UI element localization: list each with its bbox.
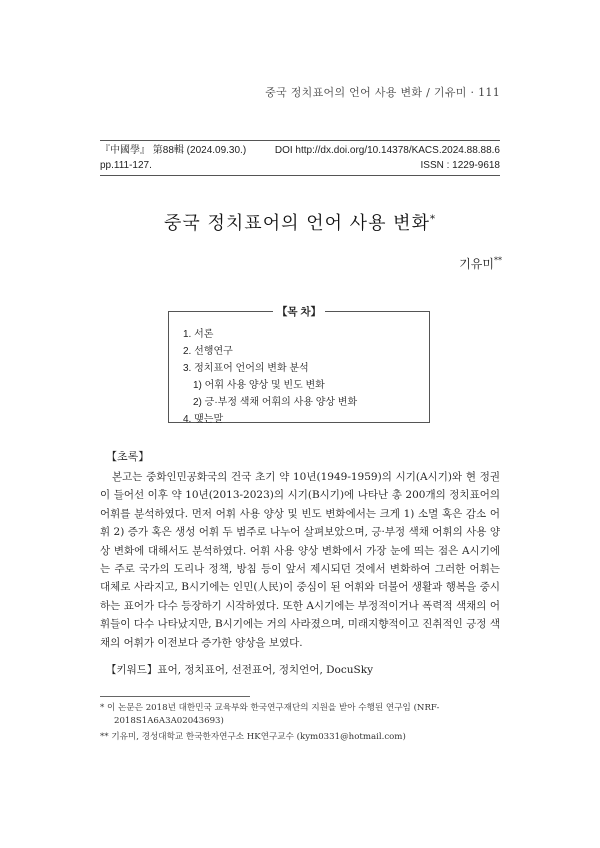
footnote-divider	[100, 696, 250, 697]
running-head: 중국 정치표어의 언어 사용 변화 / 기유미 · 111	[265, 86, 500, 99]
toc-item: 3. 정치표어 언어의 변화 분석	[183, 363, 309, 374]
toc-subitem: 2) 긍·부정 색채 어휘의 사용 양상 변화	[193, 397, 358, 408]
footnote-funding: * 이 논문은 2018년 대한민국 교육부와 한국연구재단의 지원을 받아 수행된 연구임 (NRF-2018S1A6A3A02043693)	[100, 703, 440, 726]
paper-title-text: 중국 정치표어의 언어 사용 변화	[164, 213, 430, 234]
doi-link[interactable]: DOI http://dx.doi.org/10.14378/KACS.2024.88.88.6	[274, 145, 500, 156]
publication-info-row-1	[100, 143, 500, 158]
toc-item: 2. 선행연구	[183, 346, 233, 357]
toc-heading-text: 【목 차】	[273, 306, 325, 318]
abstract	[100, 468, 500, 652]
publication-info	[100, 140, 500, 176]
footnote-author: ** 기유미, 경성대학교 한국한자연구소 HK연구교수 (kym0331@hotmail.com)	[100, 732, 406, 742]
paper-title	[0, 209, 600, 235]
publication-info-row-2	[100, 158, 500, 173]
table-of-contents	[168, 306, 430, 425]
author-footnote-mark: **	[494, 256, 502, 265]
toc-subitem: 1) 어휘 사용 양상 및 빈도 변화	[193, 380, 325, 391]
author	[459, 255, 502, 272]
abstract-text: 본고는 중화인민공화국의 건국 초기 약 10년(1949-1959)의 시기(A시기)와 현 정권이 들어선 이후 약 10년(2013-2023)의 시기(B시기)에 나타난 총 200개의 정치표어의 어휘를 분석하였다. 먼저 어휘 사용 양상 및 빈도 변화에서는 크게 1) 소멸 혹은 감소 어휘 2) 증가 혹은 생성 어휘 두 범주로 나누어 살펴보았으며, 긍·부정 색채 어휘의 사용 양상 변화에 대해서도 분석하였다. 어휘 사용 양상 변화에서 가장 눈에 띄는 점은 A시기에는 주로 국가의 도리나 정책, 방침 등이 앞서 제시되던 것에서 변화하여 그러한 어휘는 대체로 사라지고, B시기에는 인민(人民)이 중심이 된 어휘와 더불어 생활과 행복을 중시하는 표어가 다수 등장하기 시작하였다. 또한 A시기에는 부정적이거나 폭력적 색채의 어휘들이 다수 나타났지만, B시기에는 거의 사라졌으며, 미래지향적이고 진취적인 긍정 색채의 어휘가 이전보다 증가한 양상을 보였다.	[100, 471, 500, 649]
toc-heading	[169, 304, 429, 319]
abstract-label: 【초록】	[106, 451, 150, 463]
issn: ISSN : 1229-9618	[420, 160, 500, 171]
keywords: 【키워드】표어, 정치표어, 선전표어, 정치언어, DocuSky	[106, 664, 374, 676]
author-name: 기유미	[459, 257, 494, 271]
title-footnote-mark: *	[429, 214, 436, 225]
toc-item: 1. 서론	[183, 329, 214, 340]
footnotes	[100, 702, 505, 747]
toc-item: 4. 맺는말	[183, 414, 224, 425]
toc-list	[169, 312, 429, 428]
journal-info: 『中國學』 第88輯 (2024.09.30.)	[100, 145, 247, 156]
page-range: pp.111-127.	[100, 160, 152, 171]
